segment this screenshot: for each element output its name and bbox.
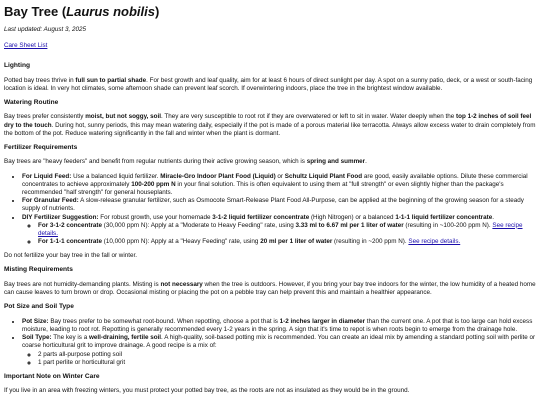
recipe-link-312[interactable]: See recipe details. bbox=[38, 221, 523, 237]
list-item-soil-mix: ◦ 2 parts all-purpose potting soil bbox=[38, 351, 536, 359]
title-paren: ) bbox=[155, 4, 160, 19]
fertilizer-heading: Fertilizer Requirements bbox=[4, 143, 78, 151]
winter-care-paragraph: If you live in an area with freezing winters, you must protect your potted bay tree, as the roots are not as insulated as they would be in the ground. bbox=[4, 387, 410, 395]
last-updated: Last updated: August 3, 2025 bbox=[4, 25, 87, 33]
list-item-granular-feed: • For Granular Feed: A slow-release granular fertilizer, such as Osmocote Smart-Release Plant Food All-Purpose, can be applied at the beginning of the growing season for a steady supply of nutrients. bbox=[22, 197, 536, 213]
list-item-pot-size: • Pot Size: Bay trees prefer to be somewhat root-bound. When repotting, choose a pot that is 1-2 inches larger in diameter than the current one. A pot that is too large can hold excess moisture, leading to root rot. Repotting is generally recommended every 1-2 years in the spring. A sign that it's time to repot is when roots begin to emerge from the drainage hole. bbox=[22, 318, 536, 334]
diy-sublist bbox=[22, 222, 536, 247]
fertilizer-note: Do not fertilize your bay tree in the fall or winter. bbox=[4, 252, 137, 260]
watering-paragraph: Bay trees prefer consistently moist, but not soggy, soil. They are very susceptible to root rot if they are overwatered or left to sit in water. Water deeply when the top 1-2 inches of soil feel dry to the touch. During hot, sunny periods, this may mean watering daily, especially if the pot is made of a porous material like terracotta. Always allow excess water to drain completely from the bottom of the pot. Reduce watering significantly in the fall and winter when the plant is dormant. bbox=[4, 113, 536, 137]
pot-size-heading: Pot Size and Soil Type bbox=[4, 303, 74, 311]
title-text: Bay Tree ( bbox=[4, 4, 67, 19]
watering-heading: Watering Routine bbox=[4, 98, 59, 106]
lighting-heading: Lighting bbox=[4, 61, 30, 69]
list-item-liquid-feed: • For Liquid Feed: Use a balanced liquid fertilizer. Miracle-Gro Indoor Plant Food (Liquid) or Schultz Liquid Plant Food are good, easily available options. Dilute these commercial concentrates to achieve approximately 100-200 ppm N in your final solution. This is often equivalent to using them at "full strength" or even slightly higher than the package's recommended "half strength" for general houseplants. bbox=[22, 173, 536, 198]
misting-paragraph: Bay trees are not humidity-demanding plants. Misting is not necessary when the tree is outdoors. However, if you bring your bay tree indoors for the winter, the low humidity of a heated home can cause leaves to turn brown or drop. Occasional misting or placing the pot on a pebble tray can help prevent this and maintain a healthier appearance. bbox=[4, 280, 536, 297]
fertilizer-list bbox=[4, 173, 536, 247]
recipe-link-111[interactable]: See recipe details. bbox=[408, 238, 461, 246]
page-title bbox=[4, 4, 536, 20]
list-item-diy-fertilizer: • DIY Fertilizer Suggestion: For robust growth, use your homemade 3-1-2 liquid fertilizer concentrate (High Nitrogen) or a balanced 1-1-1 liquid fertilizer concentrate. ◦ For 3-1-2 concentrate (30,000 ppm N): Apply at a "Moderate to Heavy Feeding" rate, using 3.33 ml to 6.67 ml per 1 liter of water (resulting in ~100-200 ppm N). See recipe details. ◦ For 1-1-1 concentrate (10,000 ppm N): Apply at a "Heavy Feeding" rate, using 20 ml per 1 liter of water (resulting in ~200 ppm N). See recipe details. bbox=[22, 214, 536, 247]
list-item-soil-mix: ◦ 1 part perlite or horticultural grit bbox=[38, 359, 536, 367]
care-sheet-list-link[interactable]: Care Sheet List bbox=[4, 41, 48, 49]
lighting-paragraph: Potted bay trees thrive in full sun to partial shade. For best growth and leaf quality, aim for at least 6 hours of direct sunlight per day. A spot on a sunny patio, deck, or a west or south-facing location is ideal. In very hot climates, some afternoon shade can prevent leaf scorch. If overwintering indoors, place the tree in the brightest window available. bbox=[4, 76, 533, 92]
fertilizer-intro: Bay trees are "heavy feeders" and benefit from regular nutrients during their active growing season, which is spring and summer. bbox=[4, 158, 367, 166]
winter-care-heading: Important Note on Winter Care bbox=[4, 372, 100, 380]
list-item-soil-type: • Soil Type: The key is a well-draining, fertile soil. A high-quality, soil-based potting mix is recommended. You can create an ideal mix by amending a standard potting soil with perlite or coarse horticultural grit to improve drainage. A good recipe is a mix of: ◦ 2 parts all-purpose potting soil ◦ 1 part perlite or horticultural grit bbox=[22, 334, 536, 367]
title-scientific-name: Laurus nobilis bbox=[66, 4, 155, 19]
list-item-312-concentrate: ◦ For 3-1-2 concentrate (30,000 ppm N): Apply at a "Moderate to Heavy Feeding" rate, using 3.33 ml to 6.67 ml per 1 liter of water (resulting in ~100-200 ppm N). See recipe details. bbox=[38, 222, 536, 238]
soil-mix-sublist bbox=[22, 351, 536, 367]
misting-heading: Misting Requirements bbox=[4, 266, 73, 274]
list-item-111-concentrate: ◦ For 1-1-1 concentrate (10,000 ppm N): Apply at a "Heavy Feeding" rate, using 20 ml per 1 liter of water (resulting in ~200 ppm N). See recipe details. bbox=[38, 238, 536, 246]
pot-soil-list bbox=[4, 318, 536, 367]
